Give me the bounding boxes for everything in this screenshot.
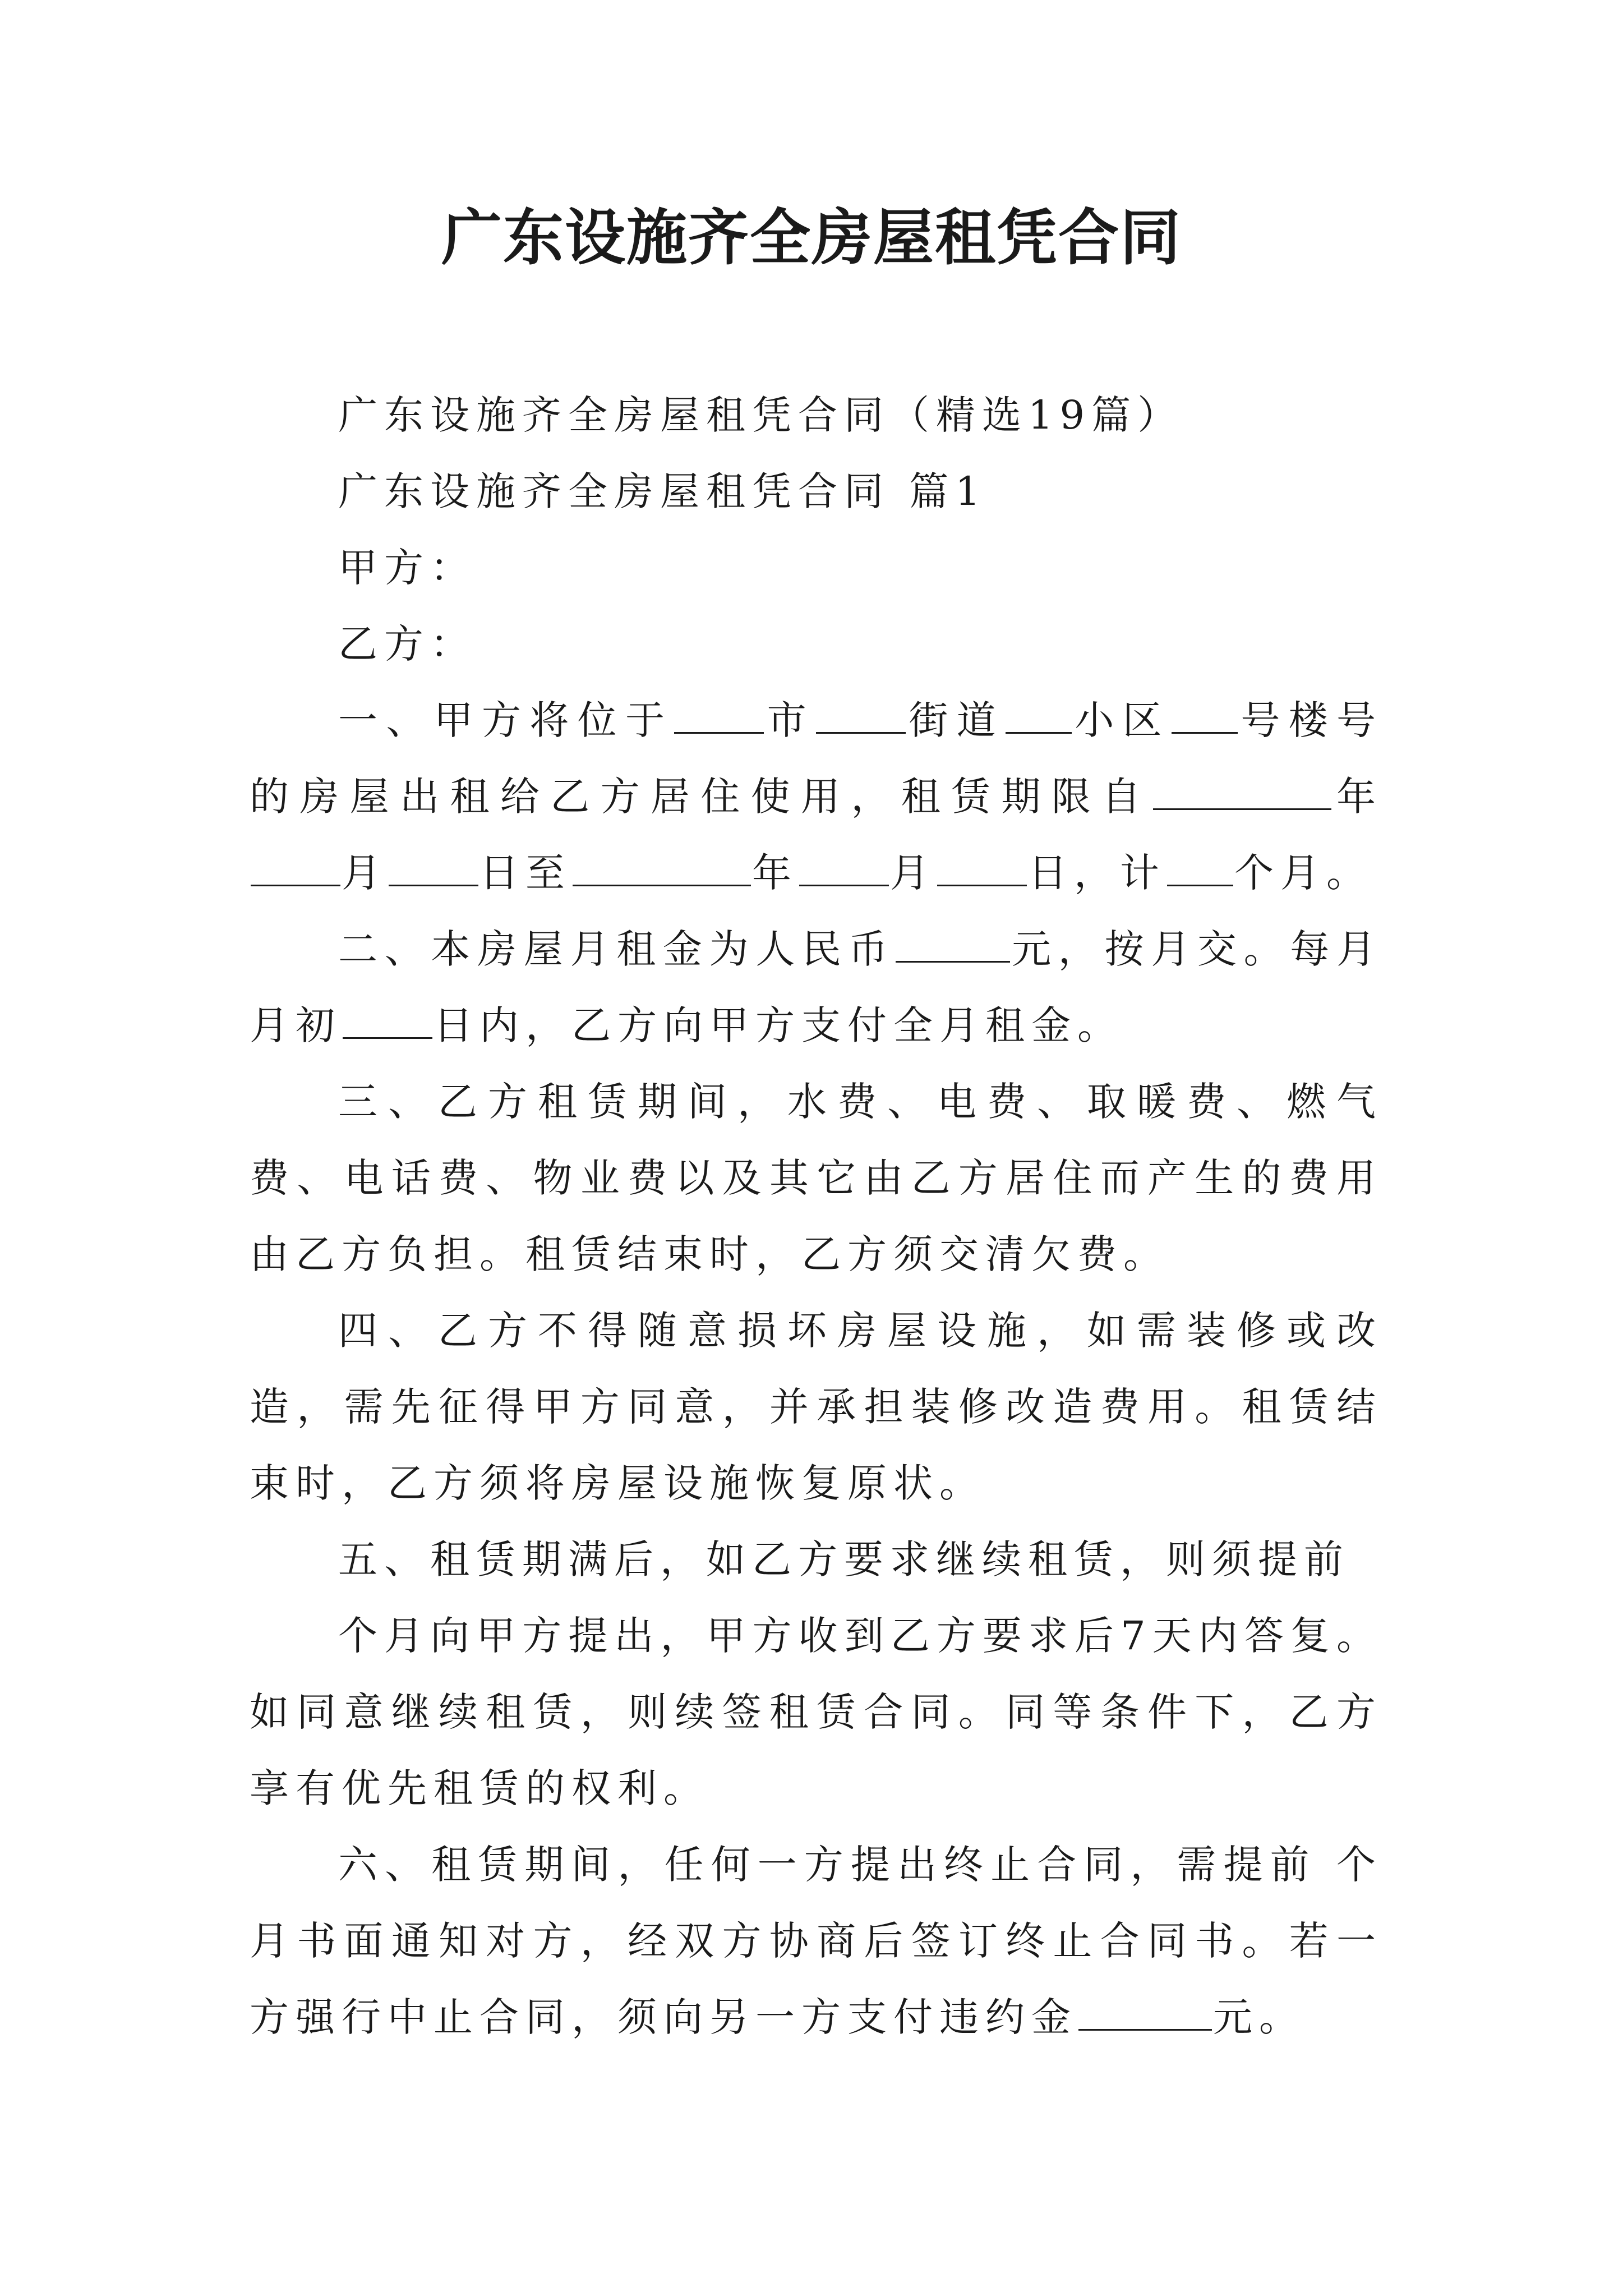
paragraph-clause-4: 四、乙方不得随意损坏房屋设施，如需装修或改造，需先征得甲方同意，并承担装修改造费用。租赁结束时，乙方须将房屋设施恢复原状。 <box>250 1308 1382 1506</box>
blank-start-month <box>251 848 340 886</box>
clause-6-text-b: 元。 <box>1213 1994 1305 2040</box>
paragraph-clause-2 <box>250 911 1382 1064</box>
blank-start-year <box>1153 771 1331 810</box>
clause-1-text-a: 一、甲方将位于 <box>338 697 674 743</box>
clause-6-text-a: 六、租赁期间，任何一方提出终止合同，需提前 个月书面通知对方，经双方协商后签订终止合同书。若一方强行中止合同，须向另一方支付违约金 <box>250 1842 1382 2040</box>
blank-start-day <box>389 848 478 886</box>
clause-1-text-d: 小区 <box>1073 697 1171 743</box>
blank-rent-amount <box>896 924 1010 963</box>
blank-pay-days <box>343 1000 432 1039</box>
blank-penalty-amount <box>1078 1992 1212 2031</box>
clause-1-text-j: 月 <box>890 850 936 896</box>
paragraph-subtitle: 广东设施齐全房屋租凭合同（精选19篇） <box>338 392 1184 438</box>
clause-1-text-e: 号楼号的房屋出租给乙方居住使用，租赁期限自 <box>250 697 1383 820</box>
clause-1-text-c: 街道 <box>907 697 1005 743</box>
paragraph-clause-5-continued: 个月向甲方提出，甲方收到乙方要求后7天内答复。如同意继续租赁，则续签租赁合同。同等条件下，乙方享有优先租赁的权利。 <box>250 1613 1382 1811</box>
clause-2-text-b: 元，按月交。每月月初 <box>250 926 1383 1048</box>
paragraph-clause-3: 三、乙方租赁期间，水费、电费、取暖费、燃气费、电话费、物业费以及其它由乙方居住而产生的费用由乙方负担。租赁结束时，乙方须交清欠费。 <box>250 1079 1382 1277</box>
blank-community <box>1006 695 1072 734</box>
document-title: 广东设施齐全房屋租凭合同 <box>441 203 1182 273</box>
blank-end-day <box>937 848 1027 886</box>
paragraph-section-heading: 广东设施齐全房屋租凭合同 篇1 <box>338 468 987 514</box>
blank-building <box>1172 695 1238 734</box>
blank-city <box>674 695 764 734</box>
clause-2-text-a: 二、本房屋月租金为人民币 <box>338 926 895 972</box>
paragraph-clause-6 <box>250 1826 1382 2055</box>
clause-1-text-g: 月 <box>342 850 388 896</box>
document-body <box>250 377 1382 2055</box>
clause-1-text-f: 年 <box>1332 774 1383 820</box>
clause-1-text-i: 年 <box>752 850 798 896</box>
blank-end-year <box>573 848 751 886</box>
blank-end-month <box>799 848 889 886</box>
clause-1-text-l: 个月。 <box>1234 850 1372 896</box>
blank-months <box>1167 848 1233 886</box>
paragraph-clause-5: 五、租赁期满后，如乙方要求继续租赁，则须提前 <box>338 1536 1350 1582</box>
paragraph-party-a: 甲方： <box>338 545 476 591</box>
paragraph-party-b: 乙方： <box>338 621 476 667</box>
blank-street <box>816 695 906 734</box>
paragraph-clause-1 <box>250 682 1382 911</box>
clause-1-text-h: 日至 <box>479 850 571 896</box>
clause-2-text-c: 日内，乙方向甲方支付全月租金。 <box>434 1002 1123 1048</box>
clause-1-text-b: 市 <box>765 697 815 743</box>
clause-1-text-k: 日，计 <box>1028 850 1166 896</box>
